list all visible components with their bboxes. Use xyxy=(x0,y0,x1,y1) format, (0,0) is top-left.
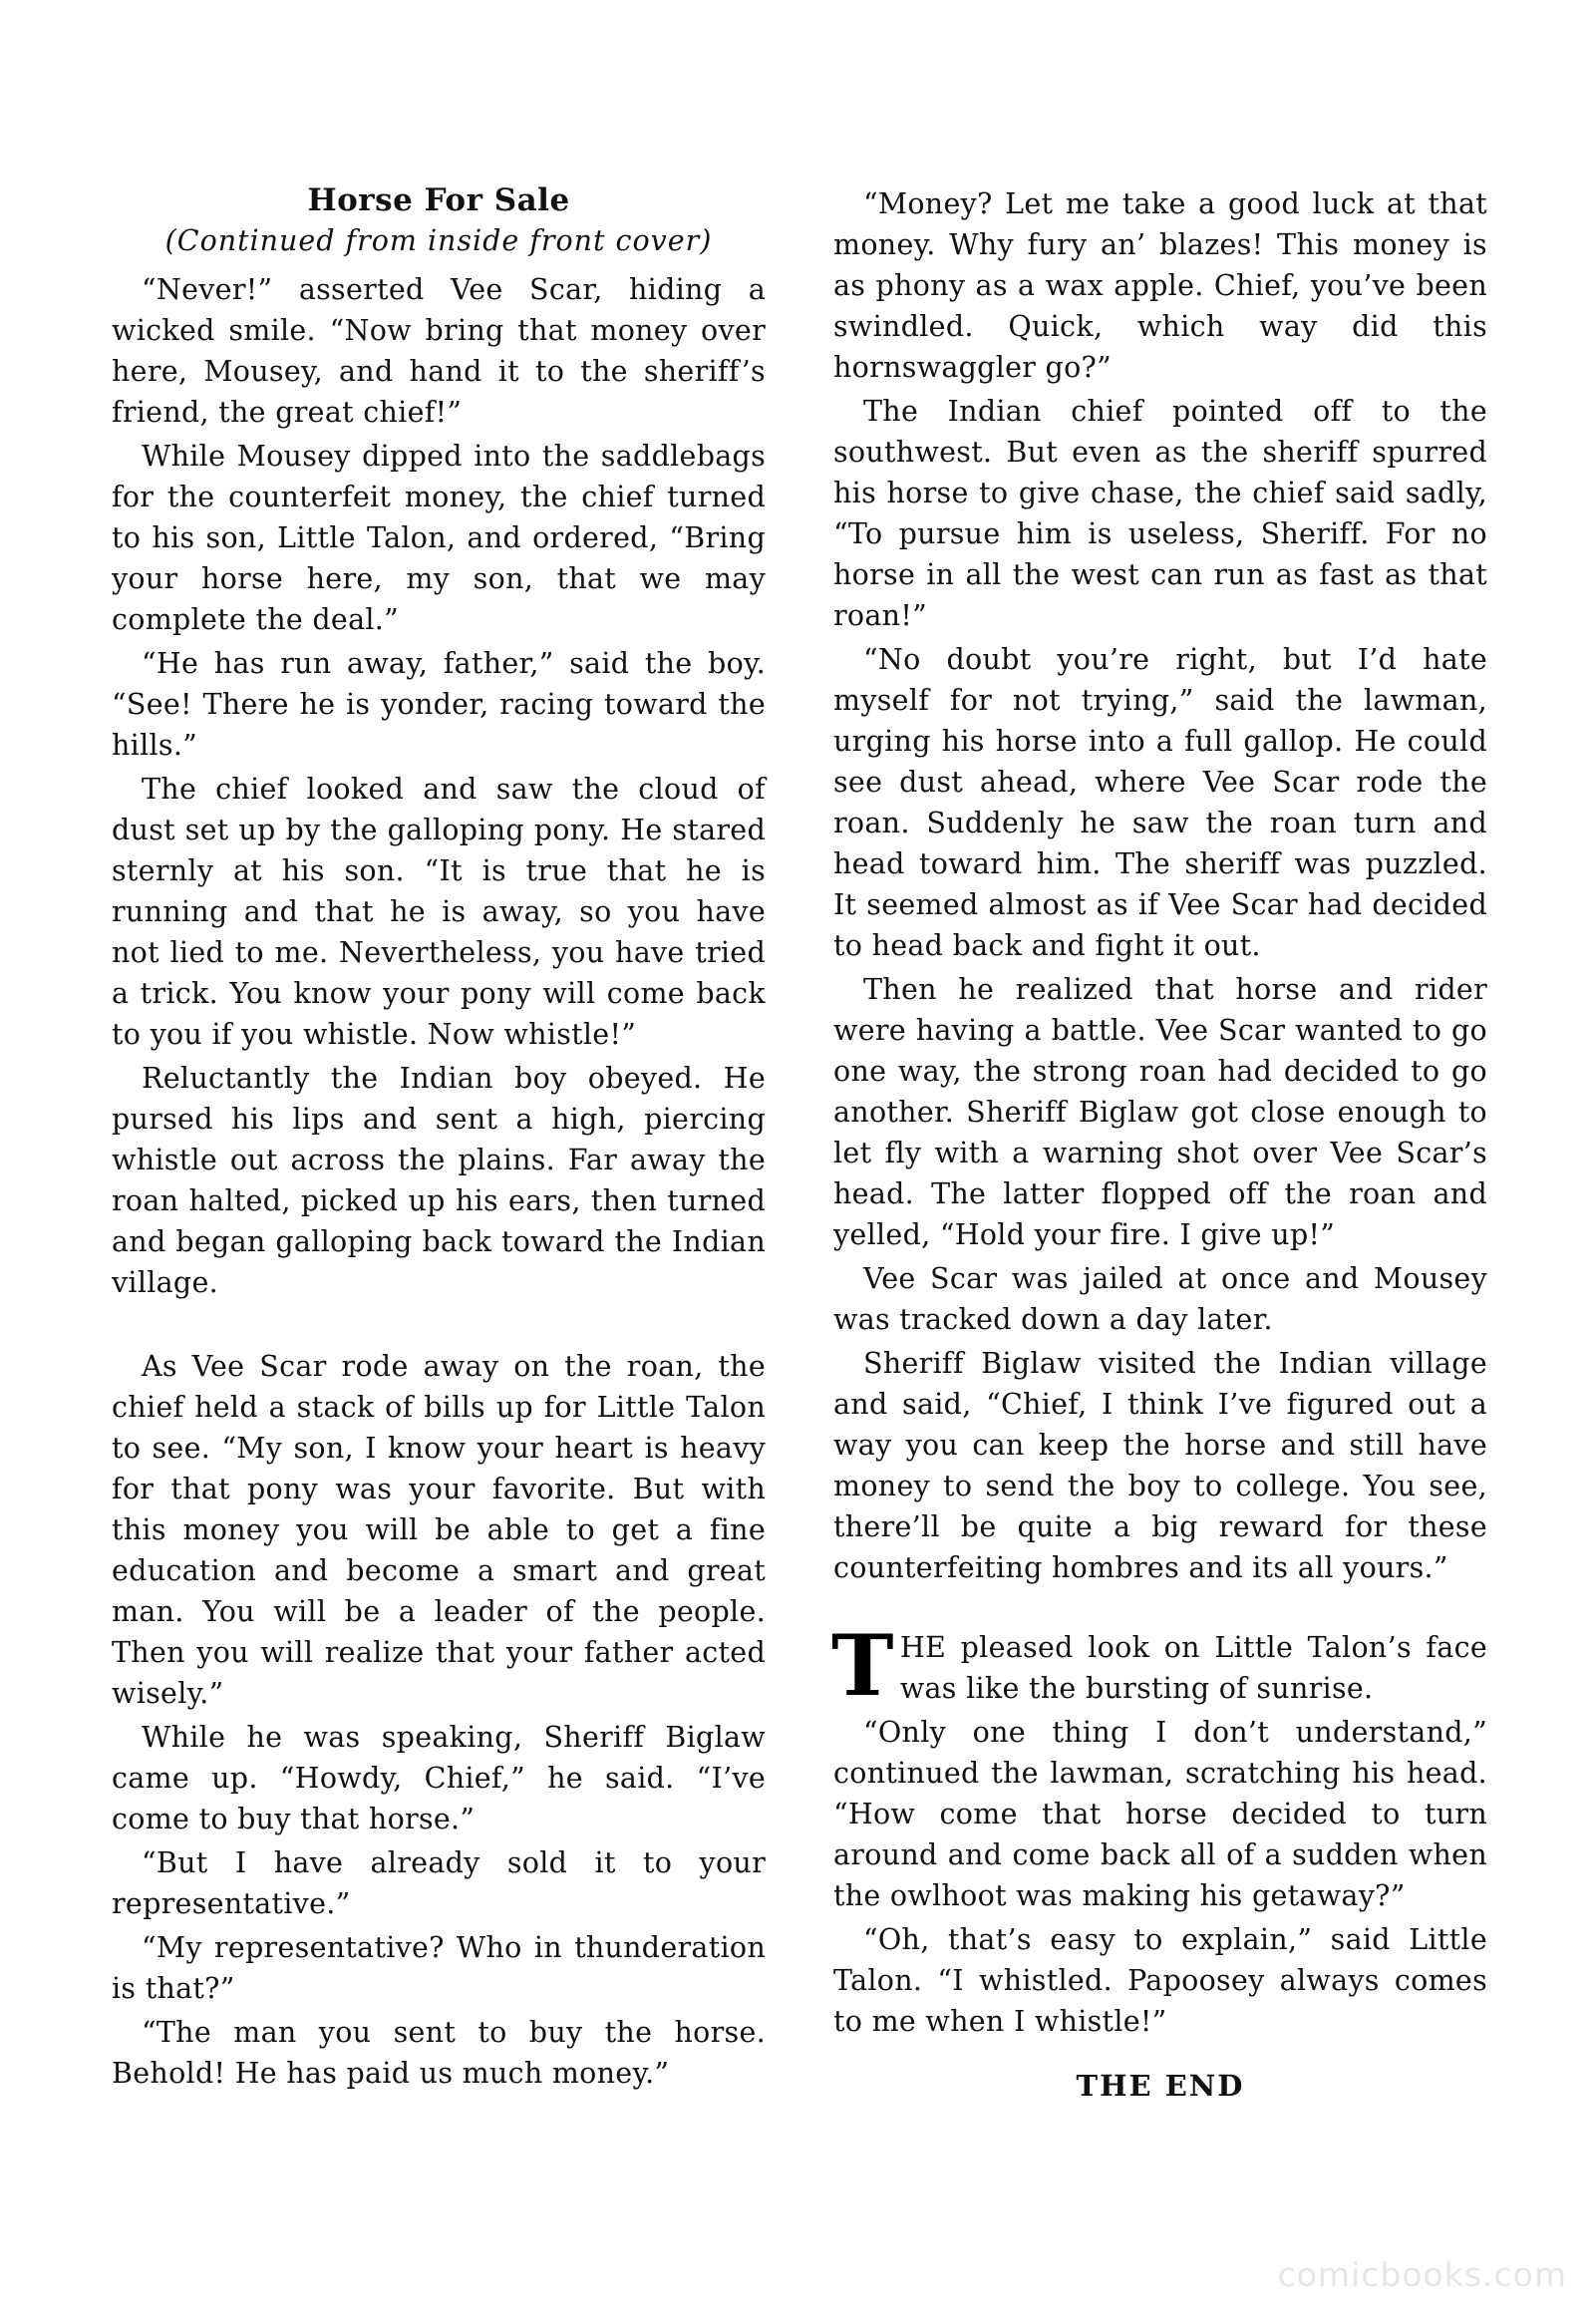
section-break xyxy=(833,1591,1487,1627)
section-break xyxy=(112,1306,766,1346)
right-column xyxy=(833,183,1487,2107)
story-title: Horse For Sale xyxy=(307,182,570,218)
paragraph: As Vee Scar rode away on the roan, the chief held a stack of bills up for Little Talon to see. “My son, I know your heart is heavy for that pony was your favorite. But with this money you will be able to get a fine education and become a smart and great man. You will be a leader of the people. Then you will realize that your father acted wisely.” xyxy=(112,1350,766,1710)
paragraph: Vee Scar was jailed at once and Mousey was tracked down a day later. xyxy=(833,1262,1487,1336)
paragraph: Reluctantly the Indian boy obeyed. He pursed his lips and sent a high, piercing whistle out across the plains. Far away the roan halted, picked up his ears, then turned and began galloping back toward the Indian village. xyxy=(112,1062,766,1299)
paragraph: Then he realized that horse and rider were having a battle. Vee Scar wanted to go one way, the strong roan had decided to go another. Sheriff Biglaw got close enough to let fly with a warning shot over Vee Scar’s head. The latter flopped off the roan and yelled, “Hold your fire. I give up!” xyxy=(833,973,1487,1251)
paragraph: “No doubt you’re right, but I’d hate myself for not trying,” said the lawman, urging his horse into a full gallop. He could see dust ahead, where Vee Scar rode the roan. Suddenly he saw the roan turn and head toward him. The sheriff was puzzled. It seemed almost as if Vee Scar had decided to head back and fight it out. xyxy=(833,643,1487,962)
paragraph: The chief looked and saw the cloud of dust set up by the galloping pony. He stared sternly at his son. “It is true that he is running and that he is away, so you have not lied to me. Nevertheless, you have tried a trick. You know your pony will come back to you if you whistle. Now whistle!” xyxy=(112,773,766,1051)
paragraph: “But I have already sold it to your representative.” xyxy=(112,1846,766,1920)
paragraph: While he was speaking, Sheriff Biglaw came up. “Howdy, Chief,” he said. “I’ve come to buy that horse.” xyxy=(112,1721,766,1835)
paragraph: “Only one thing I don’t understand,” continued the lawman, scratching his head. “How come that horse decided to turn around and come back all of a sudden when the owlhoot was making his getaway?” xyxy=(833,1716,1487,1912)
paragraph: “Money? Let me take a good luck at that money. Why fury an’ blazes! This money is as phony as a wax apple. Chief, you’ve been swindled. Quick, which way did this hornswaggler go?” xyxy=(833,187,1487,384)
drop-cap-letter: T xyxy=(831,1616,894,1715)
paragraph: “Oh, that’s easy to explain,” said Little Talon. “I whistled. Papoosey always comes to me when I whistle!” xyxy=(833,1923,1487,2038)
story-subtitle: (Continued from inside front cover) xyxy=(164,224,713,257)
paragraph: “Never!” asserted Vee Scar, hiding a wicked smile. “Now bring that money over here, Mousey, and hand it to the sheriff’s friend, the great chief!” xyxy=(112,273,766,429)
paragraph: “The man you sent to buy the horse. Behold! He has paid us much money.” xyxy=(112,2016,766,2090)
paragraph: The Indian chief pointed off to the southwest. But even as the sheriff spurred his horse to give chase, the chief said sadly, “To pursue him is useless, Sheriff. For no horse in all the west can run as fast as that roan!” xyxy=(833,395,1487,632)
left-column xyxy=(112,179,766,2097)
paragraph: “He has run away, father,” said the boy. “See! There he is yonder, racing toward the hills.” xyxy=(112,647,766,762)
the-end-label: THE END xyxy=(1076,2069,1245,2103)
dropcap-paragraph-text: HE pleased look on Little Talon’s face was like the bursting of sunrise. xyxy=(899,1631,1487,1705)
paragraph: While Mousey dipped into the saddlebags for the counterfeit money, the chief turned to his son, Little Talon, and ordered, “Bring your horse here, my son, that we may complete the deal.” xyxy=(112,440,766,636)
paragraph: Sheriff Biglaw visited the Indian village and said, “Chief, I think I’ve figured out a way you can keep the horse and still have money to send the boy to college. You see, there’ll be quite a big reward for these counterfeiting hombres and its all yours.” xyxy=(833,1347,1487,1584)
site-watermark: comicbooks.com xyxy=(1277,2255,1567,2294)
paragraph: “My representative? Who in thunderation is that?” xyxy=(112,1931,766,2005)
dropcap-paragraph xyxy=(831,1616,1487,1715)
